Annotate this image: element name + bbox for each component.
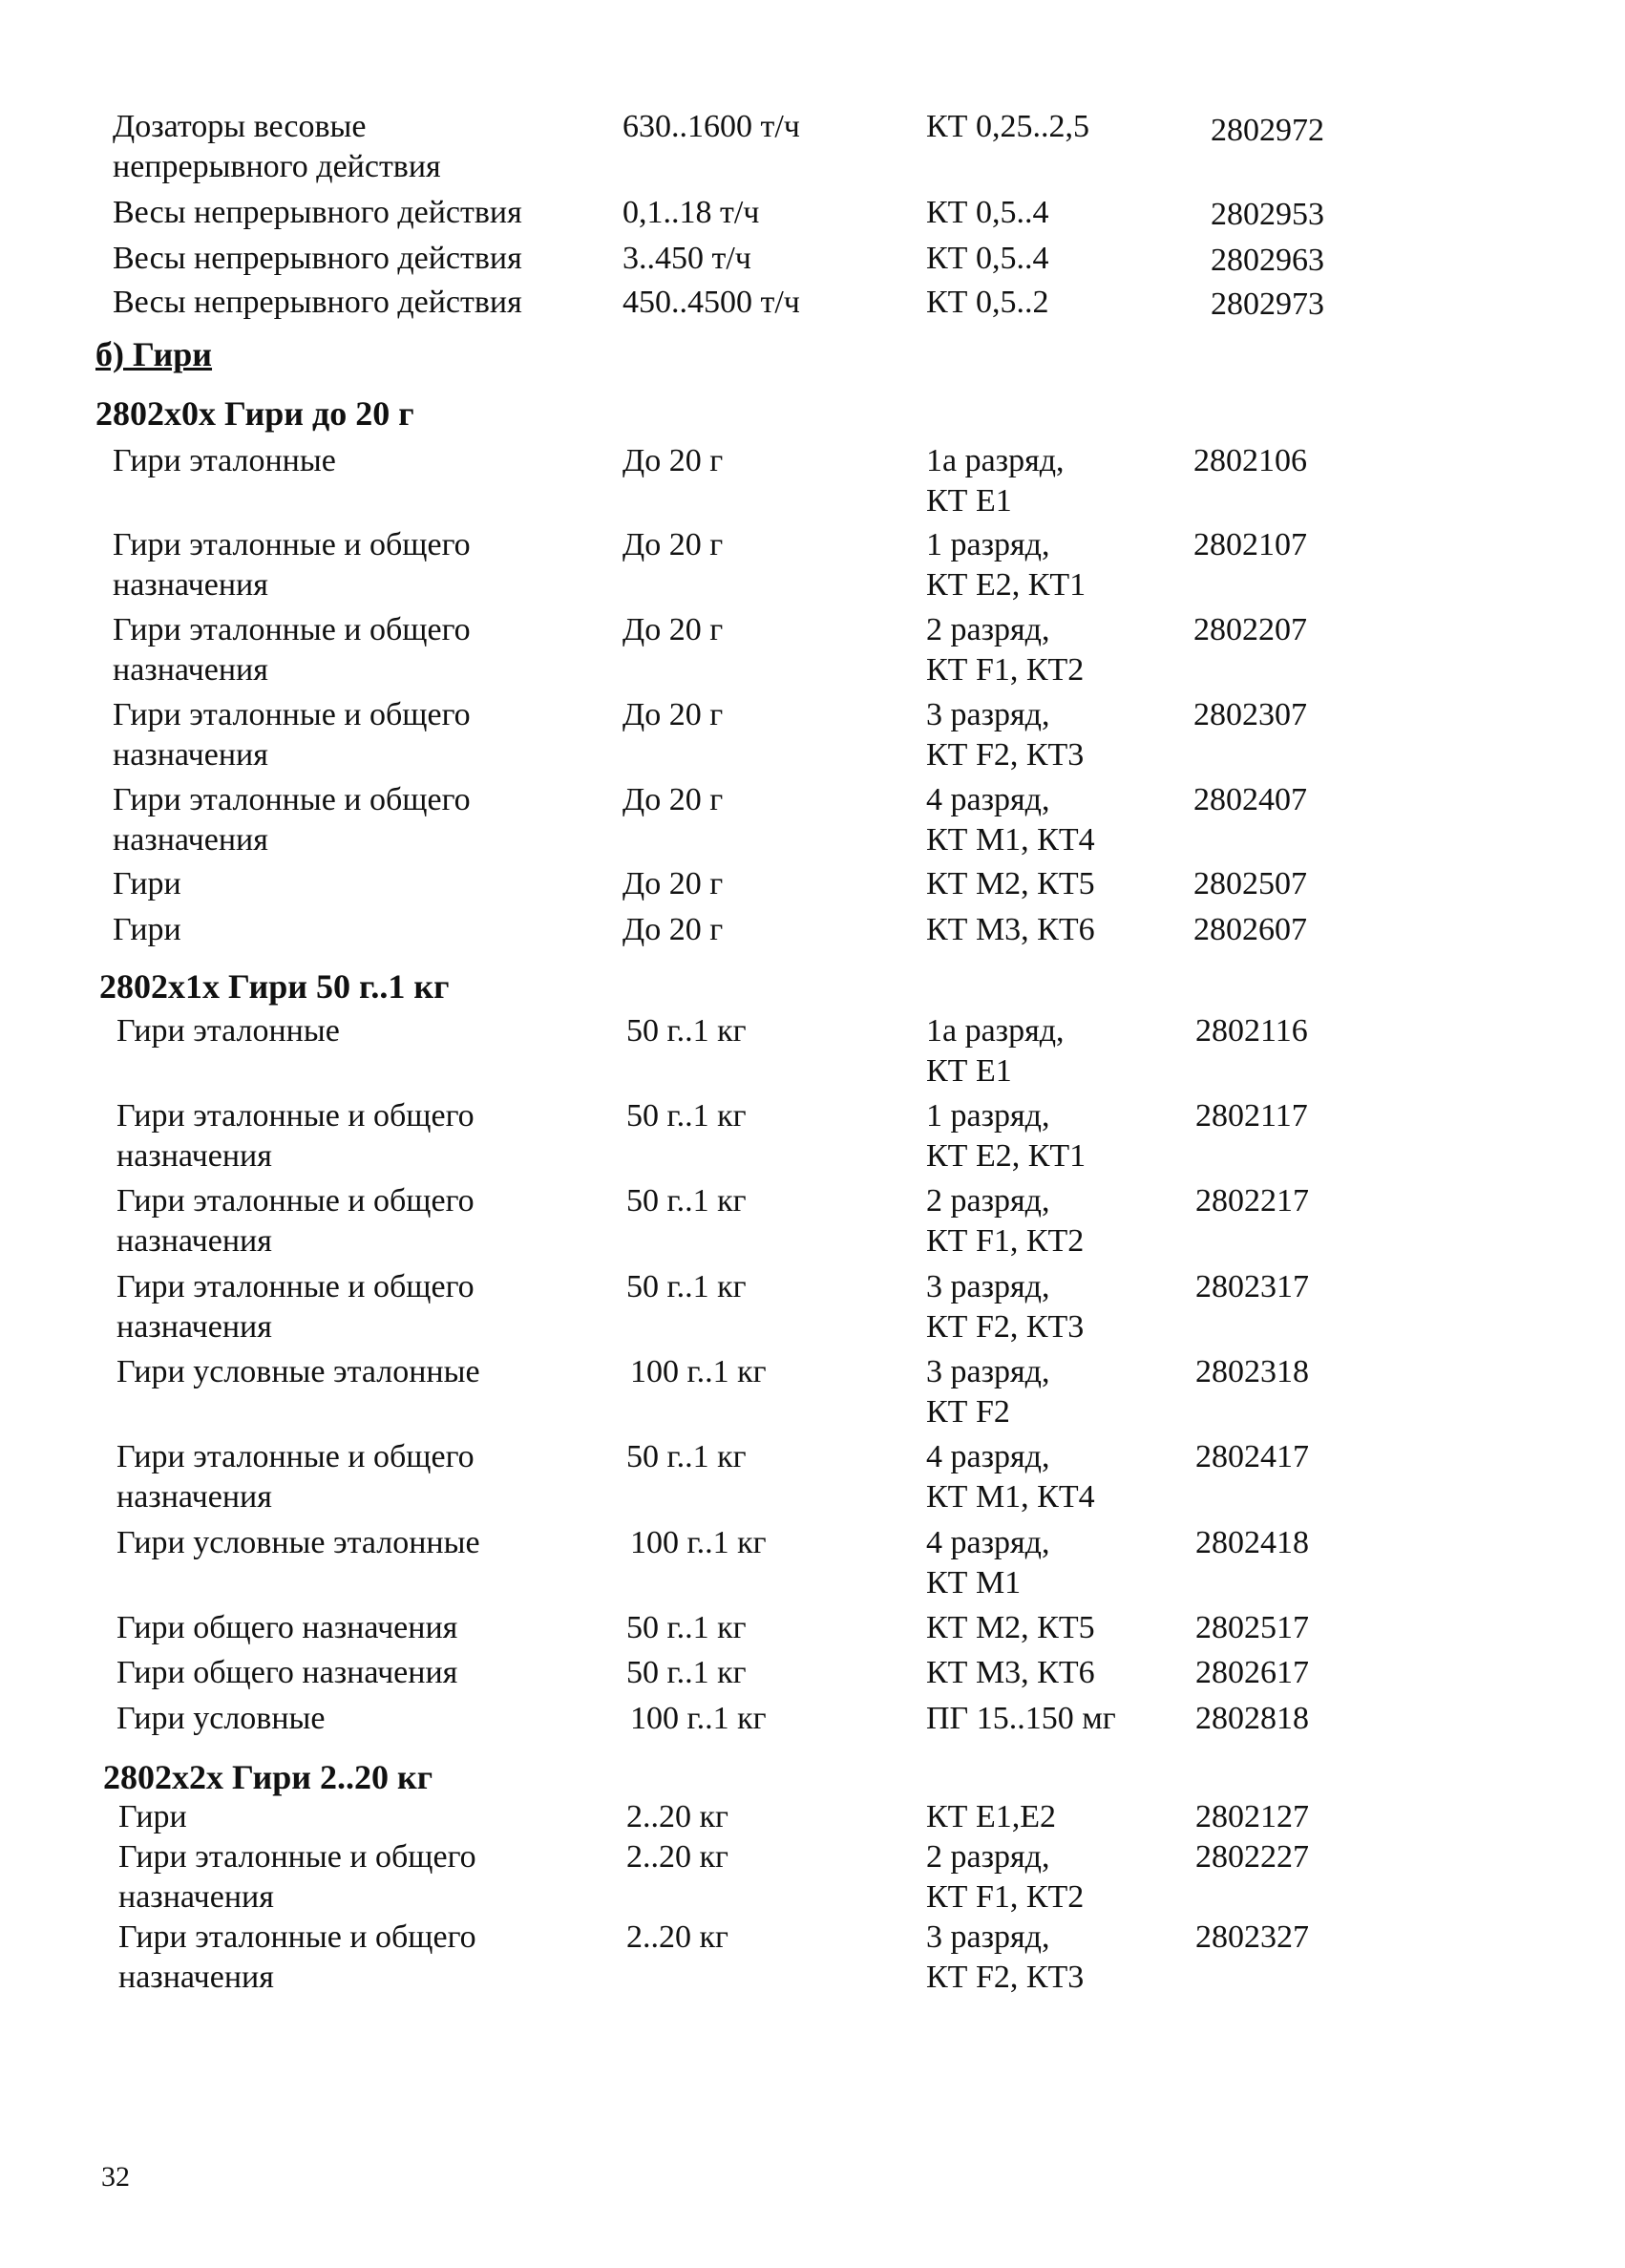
item-range: До 20 г [623,527,724,562]
item-range: До 20 г [623,612,724,647]
item-name: Гири эталонные и общего назначения [113,527,471,603]
item-class: 3 разряд, КТ F2 [926,1354,1050,1430]
section-heading: б) Гири [95,335,213,373]
item-class: КТ 0,5..2 [926,285,1049,320]
item-name: Гири эталонные и общего назначения [113,782,471,858]
item-class: 1а разряд, КТ Е1 [926,443,1065,519]
item-code: 2802953 [1211,197,1324,232]
item-name: Гири эталонные и общего назначения [113,612,471,688]
item-name: Дозаторы весовые непрерывного действия [113,109,441,184]
item-range: 2..20 кг [626,1839,728,1875]
item-range: 100 г..1 кг [630,1354,767,1389]
item-code: 2802617 [1195,1655,1309,1690]
item-name: Весы непрерывного действия [113,285,522,320]
item-class: 1а разряд, КТ Е1 [926,1013,1065,1089]
item-code: 2802417 [1195,1439,1309,1474]
item-code: 2802327 [1195,1919,1309,1955]
item-range: 3..450 т/ч [623,241,751,276]
item-code: 2802217 [1195,1183,1309,1219]
item-name: Гири эталонные [113,443,336,478]
group-title: 2802x0x Гири до 20 г [95,394,414,433]
item-code: 2802607 [1193,912,1307,947]
group-title: 2802x1x Гири 50 г..1 кг [99,967,450,1006]
group-title: 2802x2x Гири 2..20 кг [103,1758,433,1796]
item-name: Гири [118,1799,187,1834]
item-class: 2 разряд, КТ F1, КТ2 [926,1183,1085,1259]
item-class: КТ 0,5..4 [926,195,1049,230]
item-name: Гири эталонные и общего назначения [113,697,471,773]
item-name: Весы непрерывного действия [113,241,522,276]
item-class: 1 разряд, КТ Е2, КТ1 [926,1098,1087,1174]
item-code: 2802517 [1195,1610,1309,1645]
item-name: Гири эталонные и общего назначения [116,1183,475,1259]
item-class: КТ М2, КТ5 [926,1610,1095,1645]
item-code: 2802227 [1195,1839,1309,1875]
item-name: Гири общего назначения [116,1655,458,1690]
item-class: 4 разряд, КТ M1, КТ4 [926,782,1095,858]
item-range: До 20 г [623,912,724,947]
item-name: Гири эталонные и общего назначения [116,1439,475,1515]
item-code: 2802127 [1195,1799,1309,1834]
item-class: 3 разряд, КТ F2, КТ3 [926,1269,1085,1345]
item-name: Весы непрерывного действия [113,195,522,230]
item-range: До 20 г [623,782,724,817]
item-code: 2802507 [1193,866,1307,901]
item-code: 2802318 [1195,1354,1309,1389]
item-name: Гири эталонные [116,1013,340,1049]
item-class: КТ М3, КТ6 [926,1655,1095,1690]
item-name: Гири условные эталонные [116,1525,480,1560]
item-class: КТ 0,5..4 [926,241,1049,276]
item-range: До 20 г [623,443,724,478]
item-code: 2802317 [1195,1269,1309,1304]
item-range: 100 г..1 кг [630,1525,767,1560]
item-code: 2802307 [1193,697,1307,732]
item-range: До 20 г [623,866,724,901]
item-range: 50 г..1 кг [626,1013,747,1049]
item-name: Гири [113,866,181,901]
item-code: 2802963 [1211,243,1324,278]
item-class: КТ Е1,Е2 [926,1799,1056,1834]
item-range: 50 г..1 кг [626,1655,747,1690]
item-code: 2802116 [1195,1013,1308,1049]
item-code: 2802973 [1211,286,1324,322]
page-number: 32 [101,2161,130,2193]
item-range: До 20 г [623,697,724,732]
item-name: Гири [113,912,181,947]
item-class: КТ М3, КТ6 [926,912,1095,947]
item-class: 2 разряд, КТ F1, КТ2 [926,1839,1085,1915]
item-range: 50 г..1 кг [626,1439,747,1474]
item-class: 4 разряд, КТ M1 [926,1525,1050,1600]
item-class: 3 разряд, КТ F2, КТ3 [926,697,1085,773]
item-code: 2802972 [1211,113,1324,148]
item-range: 100 г..1 кг [630,1701,767,1736]
item-code: 2802818 [1195,1701,1309,1736]
item-code: 2802418 [1195,1525,1309,1560]
item-code: 2802106 [1193,443,1307,478]
item-class: КТ 0,25..2,5 [926,109,1089,144]
item-range: 450..4500 т/ч [623,285,800,320]
item-range: 50 г..1 кг [626,1269,747,1304]
item-name: Гири условные эталонные [116,1354,480,1389]
item-class: 2 разряд, КТ F1, КТ2 [926,612,1085,688]
item-range: 2..20 кг [626,1919,728,1955]
item-name: Гири эталонные и общего назначения [116,1269,475,1345]
item-name: Гири эталонные и общего назначения [118,1919,476,1995]
item-range: 50 г..1 кг [626,1610,747,1645]
item-range: 630..1600 т/ч [623,109,800,144]
item-class: 4 разряд, КТ M1, КТ4 [926,1439,1095,1515]
item-range: 0,1..18 т/ч [623,195,760,230]
item-class: 3 разряд, КТ F2, КТ3 [926,1919,1085,1995]
item-class: КТ М2, КТ5 [926,866,1095,901]
item-class: 1 разряд, КТ Е2, КТ1 [926,527,1087,603]
item-range: 50 г..1 кг [626,1183,747,1219]
item-name: Гири условные [116,1701,326,1736]
item-range: 2..20 кг [626,1799,728,1834]
item-code: 2802107 [1193,527,1307,562]
item-name: Гири эталонные и общего назначения [116,1098,475,1174]
item-range: 50 г..1 кг [626,1098,747,1134]
item-class: ПГ 15..150 мг [926,1701,1116,1736]
item-code: 2802407 [1193,782,1307,817]
item-name: Гири общего назначения [116,1610,458,1645]
item-code: 2802117 [1195,1098,1308,1134]
item-code: 2802207 [1193,612,1307,647]
item-name: Гири эталонные и общего назначения [118,1839,476,1915]
